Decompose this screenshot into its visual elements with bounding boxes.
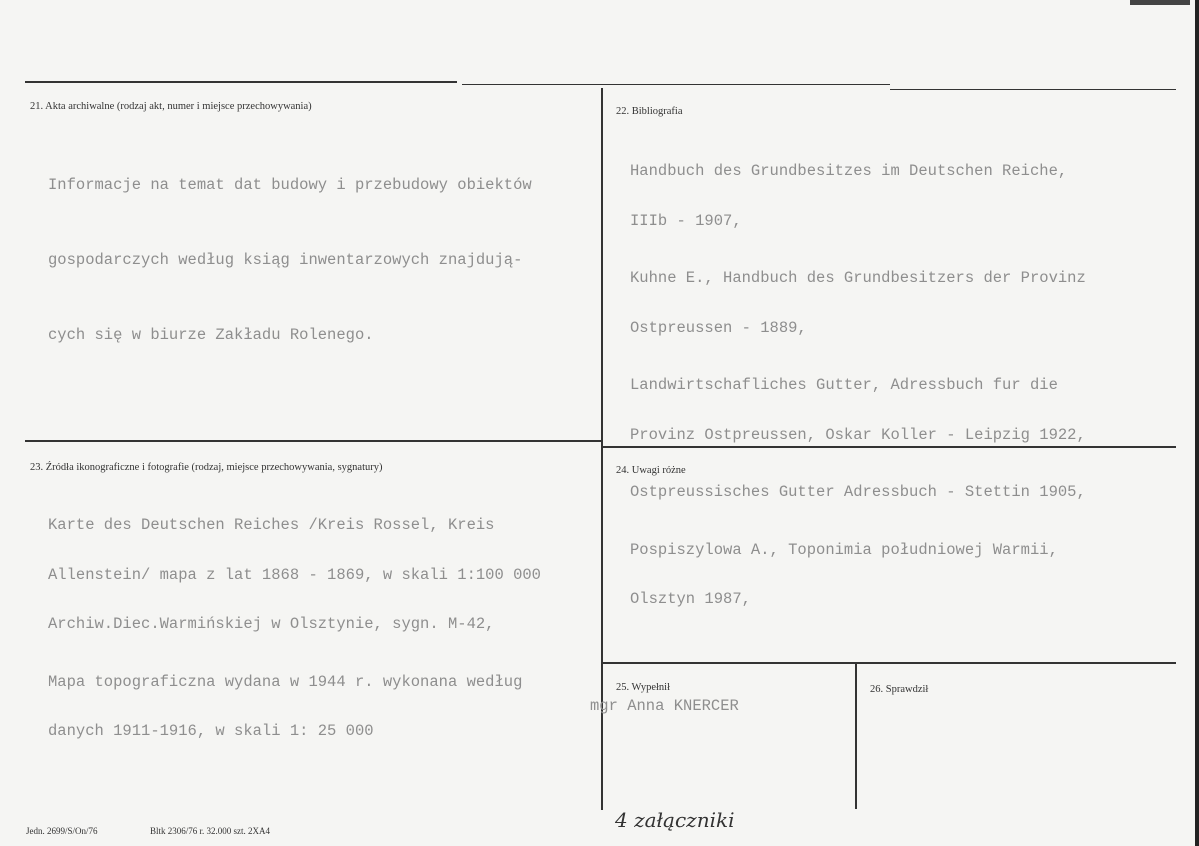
- bibliography-line: Olsztyn 1987,: [630, 590, 751, 608]
- section-22-label: 22. Bibliografia: [616, 106, 683, 117]
- footer-form-number: Jedn. 2699/S/On/76: [26, 826, 98, 836]
- section-21-line: Informacje na temat dat budowy i przebudowy obiektów: [48, 176, 532, 194]
- bibliography-line: Pospiszylowa A., Toponimia południowej Warmii,: [630, 540, 1058, 559]
- bibliography-line: Provinz Ostpreussen, Oskar Koller - Leipzig 1922,: [630, 425, 1086, 444]
- section-21-line: gospodarczych według ksiąg inwentarzowych znajdują-: [48, 251, 523, 269]
- bibliography-line: Handbuch des Grundbesitzes im Deutschen Reiche,: [630, 162, 1068, 180]
- bibliography-line: Kuhne E., Handbuch des Grundbesitzers der Provinz: [630, 269, 1086, 287]
- source-line: Archiw.Diec.Warmińskiej w Olsztynie, sygn. M-42,: [48, 615, 495, 633]
- top-rule-left: [25, 81, 457, 83]
- scan-edge-right: [1195, 0, 1199, 846]
- bibliography-line: IIIb - 1907,: [630, 211, 742, 230]
- signature-rule: [603, 662, 1176, 664]
- section-21-line: cych się w biurze Zakładu Rolenego.: [48, 326, 374, 344]
- top-rule-right: [890, 89, 1176, 90]
- section-21-label: 21. Akta archiwalne (rodzaj akt, numer i miejsce przechowywania): [30, 101, 312, 112]
- bibliography-line: Landwirtschafliches Gutter, Adressbuch fur die: [630, 376, 1058, 394]
- mid-rule-left: [25, 440, 601, 442]
- section-23-label: 23. Źródła ikonograficzne i fotografie (rodzaj, miejsce przechowywania, sygnatury): [30, 462, 383, 473]
- scan-edge-top: [1130, 0, 1190, 5]
- bibliography-line: Ostpreussen - 1889,: [630, 318, 807, 337]
- section-26-label: 26. Sprawdził: [870, 684, 929, 695]
- source-line: Karte des Deutschen Reiches /Kreis Rossel, Kreis: [48, 516, 495, 534]
- signature-divider: [855, 664, 857, 809]
- section-21-text: [48, 123, 532, 398]
- bibliography-line: Ostpreussisches Gutter Adressbuch - Stettin 1905,: [630, 483, 1086, 501]
- source-line: Allenstein/ mapa z lat 1868 - 1869, w skali 1:100 000: [48, 565, 541, 584]
- source-line: Mapa topograficzna wydana w 1944 r. wykonana według: [48, 672, 523, 691]
- filled-by-name: mgr Anna KNERCER: [590, 697, 739, 715]
- bibliography-list: [630, 130, 1086, 641]
- footer-print-info: Bltk 2306/76 r. 32.000 szt. 2XA4: [150, 826, 271, 836]
- section-25-label: 25. Wypełnił: [616, 682, 671, 693]
- section-24-label: 24. Uwagi różne: [616, 465, 686, 476]
- source-line: danych 1911-1916, w skali 1: 25 000: [48, 722, 374, 740]
- sources-list: [48, 484, 541, 773]
- top-rule-mid: [462, 84, 890, 85]
- handwritten-attachments-note: 4 załączniki: [615, 808, 735, 832]
